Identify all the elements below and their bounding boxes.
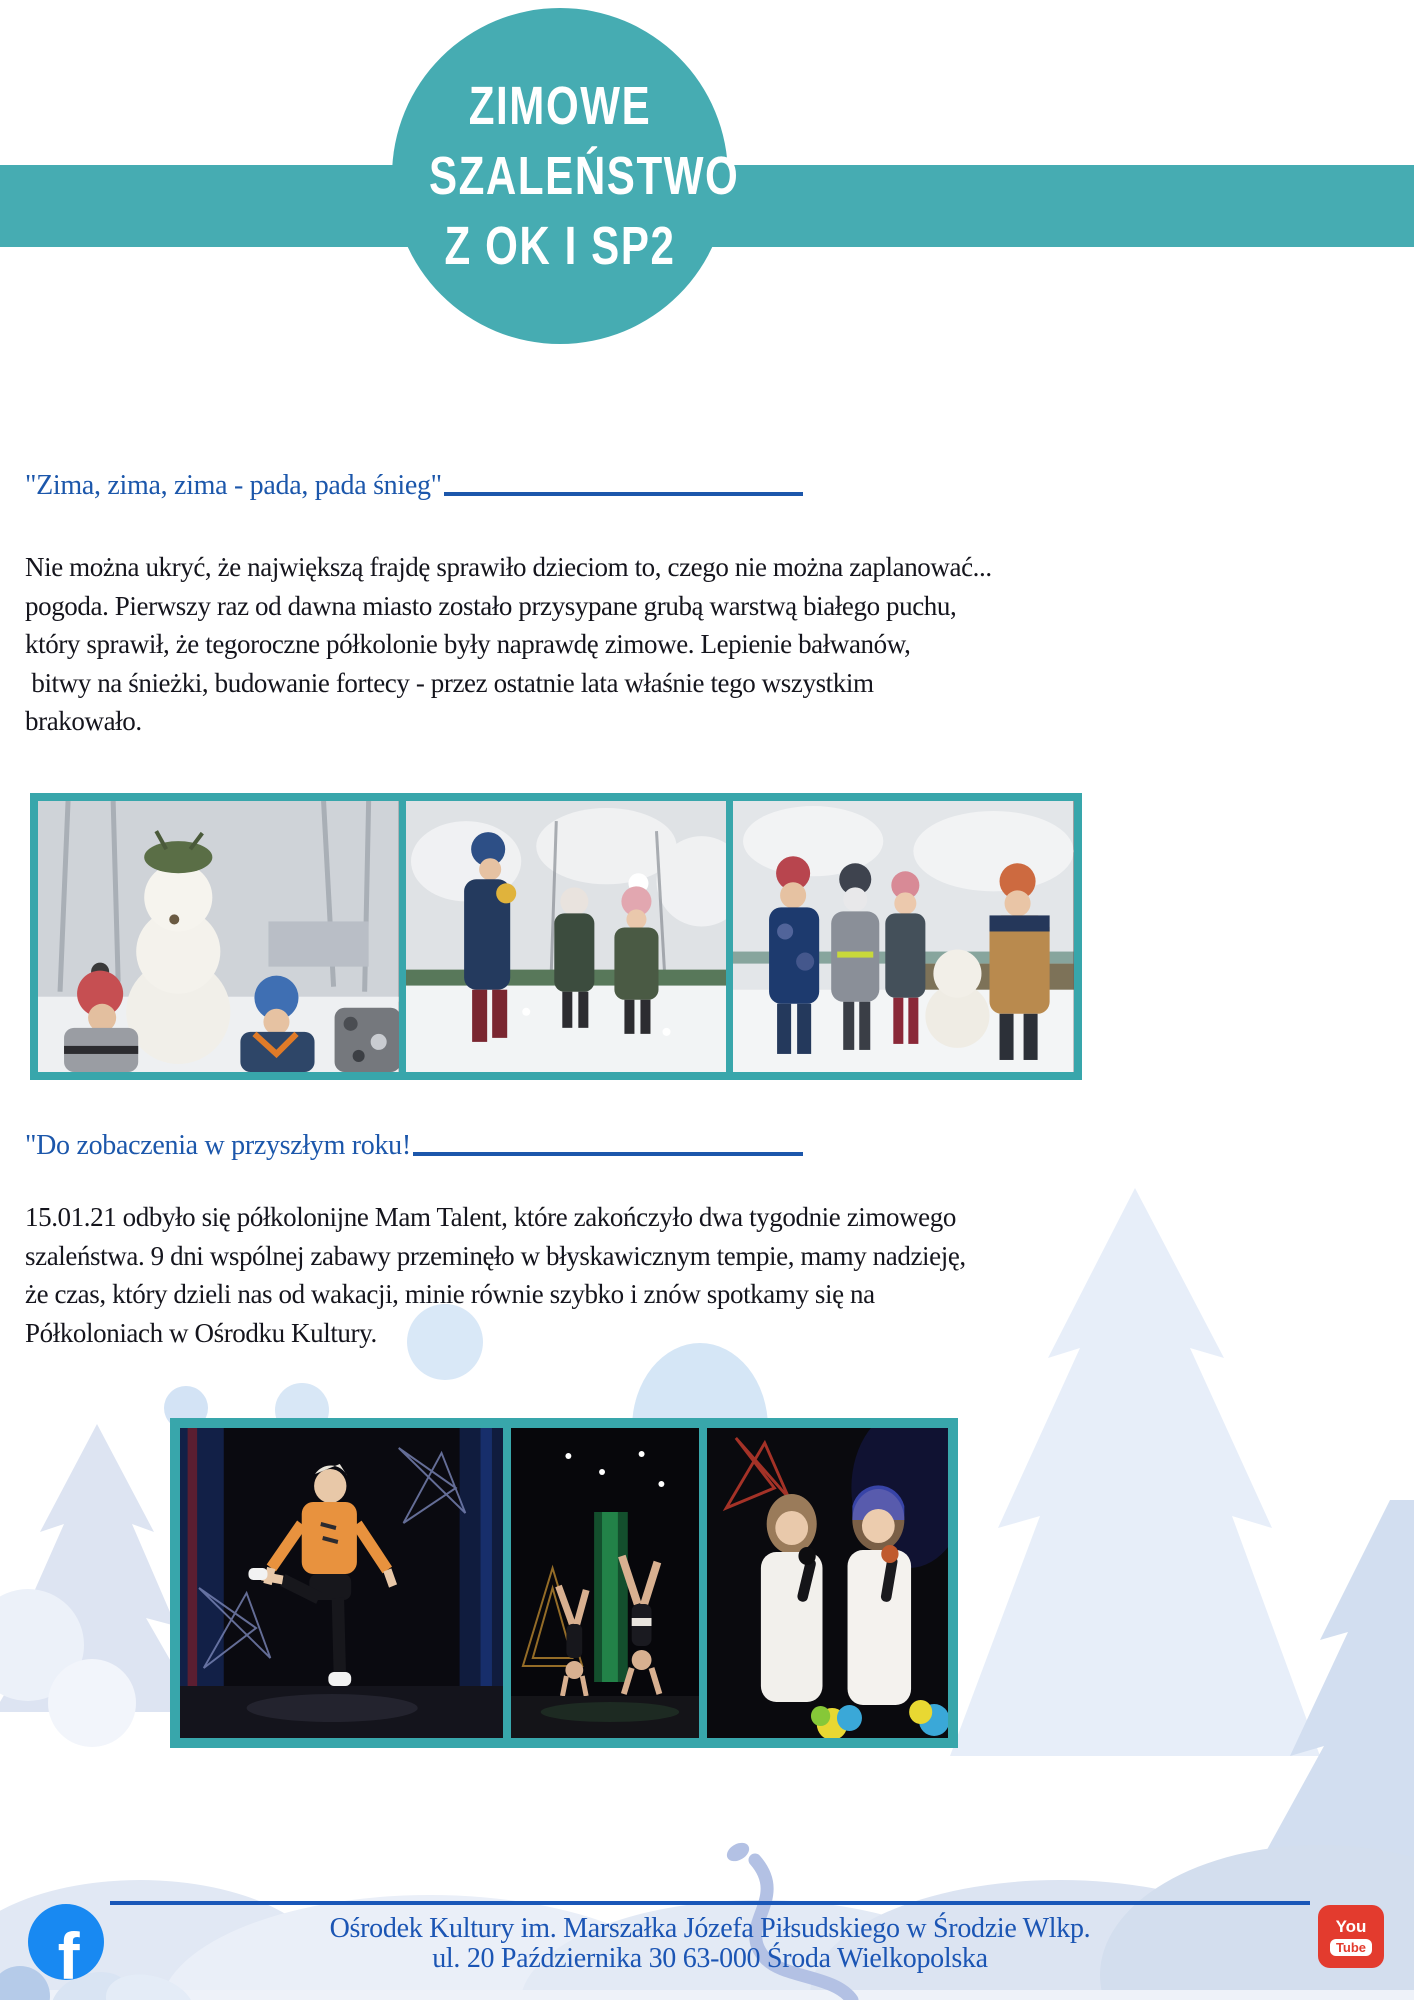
talent-paragraph: 15.01.21 odbyło się półkolonijne Mam Talent, które zakończyło dwa tygodnie zimowego szaleństwa. 9 dni wspólnej zabawy przeminęło w błyskawicznym tempie, mamy nadzieję, że czas, który dzieli nas od wakacji, minie równie szybko i znów spotkamy się na Półkoloniach w Ośrodku Kultury.: [25, 1202, 966, 1348]
photo-dancer-on-stage: [180, 1428, 503, 1738]
title-line-2: SZALEŃSTWO: [428, 146, 740, 206]
title-circle: [392, 8, 740, 344]
winter-heading-text: "Zima, zima, zima - pada, pada śnieg": [25, 470, 442, 501]
singer-left: [761, 1494, 823, 1702]
footer-divider: [110, 1901, 1310, 1905]
winter-photo-strip: [30, 793, 1082, 1080]
photo-singers-with-microphones: [707, 1428, 948, 1738]
photo-snowball-fight: [406, 801, 727, 1072]
photo-group-with-snowman: [733, 801, 1074, 1072]
youtube-icon[interactable]: You Tube: [1318, 1905, 1384, 1968]
page-title: [428, 71, 740, 281]
talent-heading-text: "Do zobaczenia w przyszłym roku!: [25, 1130, 411, 1161]
footer-org-name: Ośrodek Kultury im. Marszałka Józefa Piłsudskiego w Środzie Wlkp.: [329, 1913, 1091, 1944]
facebook-icon[interactable]: f: [28, 1904, 104, 1980]
talent-photo-strip: [170, 1418, 958, 1748]
winter-section-heading: [25, 470, 803, 502]
heading-underline: [444, 492, 803, 496]
title-line-3: Z OK I SP2: [444, 216, 676, 276]
footer-address: [110, 1914, 1310, 1974]
footer-org-address: ul. 20 Października 30 63-000 Środa Wielkopolska: [432, 1943, 988, 1974]
child-camo-jacket: [335, 1008, 399, 1072]
talent-section-heading: [25, 1130, 803, 1162]
photo-kids-building-snowman: [38, 801, 399, 1072]
heading-underline: [413, 1152, 803, 1156]
photo-acrobats-cartwheel: [511, 1428, 699, 1738]
title-line-1: ZIMOWE: [468, 76, 652, 136]
singer-right: [848, 1485, 912, 1705]
winter-paragraph: Nie można ukryć, że największą frajdę sprawiło dzieciom to, czego nie można zaplanować... pogoda. Pierwszy raz od dawna miasto zostało przysypane grubą warstwą białego puchu, który sprawił, że tegoroczne półkolonie były naprawdę zimowe. Lepienie bałwanów, bitwy na śnieżki, budowanie fortecy - przez ostatnie lata właśnie tego wszystkim brakowało.: [25, 552, 992, 736]
